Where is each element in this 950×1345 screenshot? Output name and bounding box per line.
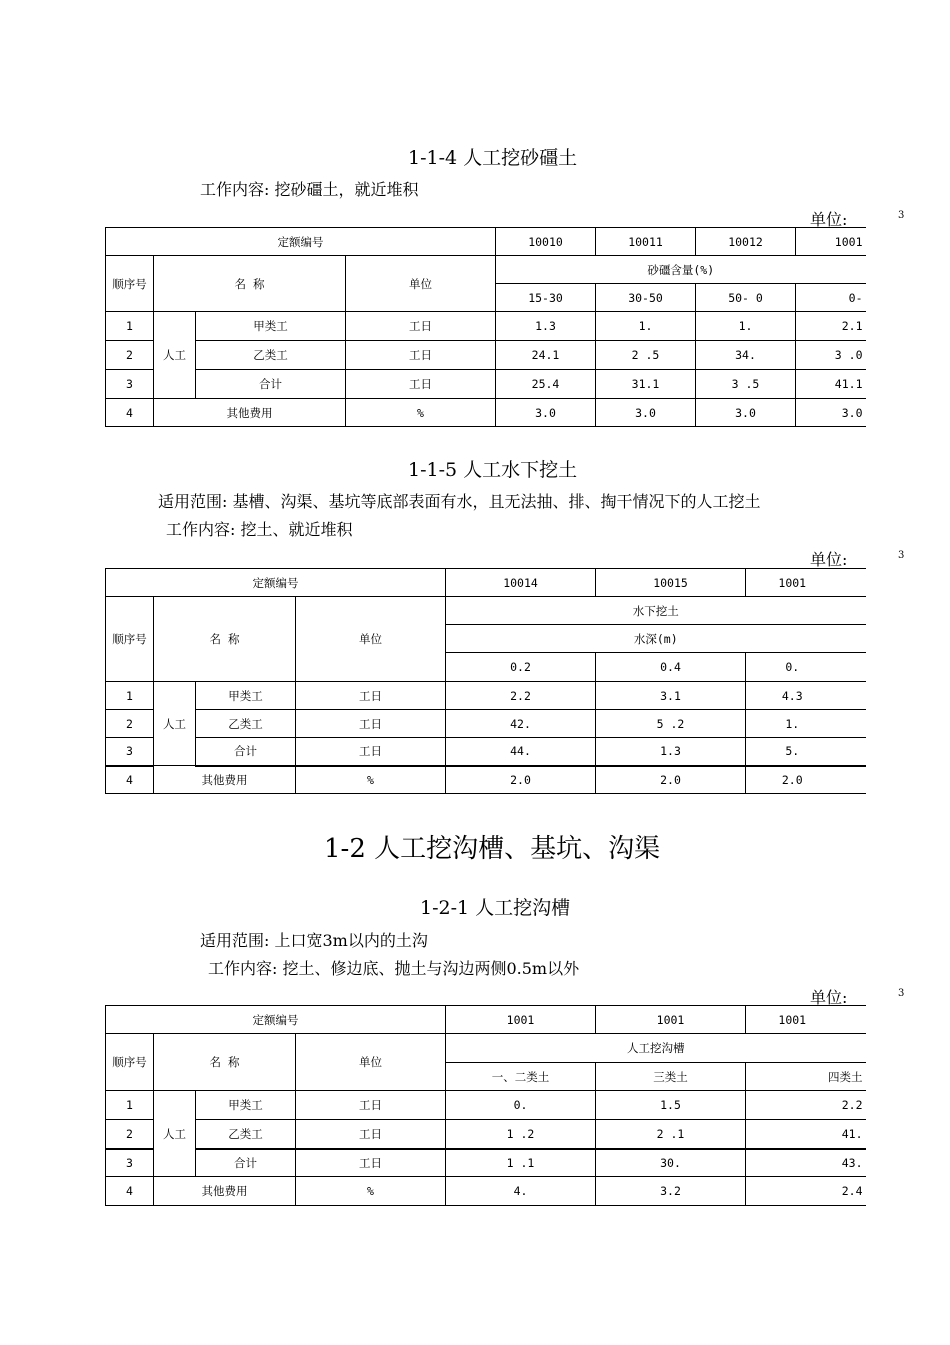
item-unit: 工日 — [296, 710, 446, 738]
chapter-title-1-2: 1-2 人工挖沟槽、基坑、沟渠 — [324, 834, 661, 864]
item-name: 其他费用 — [154, 1177, 296, 1206]
cell-value: 25.4 — [496, 370, 596, 399]
cell-value: 4.3 — [746, 682, 866, 710]
table-row — [106, 341, 866, 370]
quota-code: 1001 — [596, 1006, 746, 1034]
row-number: 2 — [106, 1120, 154, 1149]
cell-value: 41.1 — [796, 370, 866, 399]
table-row — [106, 370, 866, 399]
section-title-1-2-1: 1-2-1 人工挖沟槽 — [420, 897, 571, 919]
table-row — [106, 1091, 866, 1120]
row-number: 2 — [106, 710, 154, 738]
work-content-1-1-5: 工作内容: 挖土、就近堆积 — [166, 520, 353, 539]
unit-superscript: 3 — [898, 210, 905, 221]
cell-value: 30. — [596, 1149, 746, 1177]
item-name: 乙类工 — [196, 1120, 296, 1149]
item-unit: 工日 — [296, 682, 446, 710]
section-title-1-1-4: 1-1-4 人工挖砂礓土 — [408, 147, 578, 169]
cell-value: 44. — [446, 738, 596, 766]
quota-code: 10011 — [596, 228, 696, 256]
row-number: 3 — [106, 1149, 154, 1177]
item-unit: 工日 — [346, 312, 496, 341]
scope-1-2-1: 适用范围: 上口宽3m以内的土沟 — [200, 931, 428, 950]
labor-label: 人工 — [154, 1091, 196, 1177]
row-number: 1 — [106, 1091, 154, 1120]
table-row — [106, 1149, 866, 1177]
item-unit: % — [346, 399, 496, 427]
quota-code-header: 定额编号 — [106, 1006, 446, 1034]
cell-value: 24.1 — [496, 341, 596, 370]
subgroup-header: 水深(m) — [446, 625, 866, 653]
item-name: 合计 — [196, 370, 346, 399]
cell-value: 5. — [746, 738, 866, 766]
soil-header: 一、二类土 — [446, 1063, 596, 1091]
quota-code: 10010 — [496, 228, 596, 256]
cell-value: 31.1 — [596, 370, 696, 399]
unit-superscript: 3 — [898, 550, 905, 561]
group-header: 水下挖土 — [446, 597, 866, 625]
item-name: 其他费用 — [154, 399, 346, 427]
row-number: 3 — [106, 738, 154, 766]
seq-header: 顺序号 — [106, 256, 154, 312]
range-header: 15-30 — [496, 284, 596, 312]
table-row — [106, 1120, 866, 1149]
quota-code: 1001 — [746, 1006, 866, 1034]
table-row — [106, 399, 866, 427]
work-content-1-1-4: 工作内容: 挖砂礓土，就近堆积 — [200, 180, 419, 199]
name-header: 名 称 — [154, 1034, 296, 1091]
range-header: 50- 0 — [696, 284, 796, 312]
quota-code: 1001 — [746, 569, 866, 597]
quota-code: 1001 — [796, 228, 866, 256]
item-unit: % — [296, 766, 446, 794]
item-unit: 工日 — [296, 738, 446, 766]
row-number: 4 — [106, 399, 154, 427]
quota-code-header: 定额编号 — [106, 228, 496, 256]
item-unit: 工日 — [296, 1091, 446, 1120]
cell-value: 1. — [696, 312, 796, 341]
item-name: 甲类工 — [196, 312, 346, 341]
unit-header: 单位 — [296, 1034, 446, 1091]
item-name: 合计 — [196, 738, 296, 766]
depth-header: 0.4 — [596, 653, 746, 682]
cell-value: 2.2 — [746, 1091, 866, 1120]
depth-header: 0.2 — [446, 653, 596, 682]
item-name: 合计 — [196, 1149, 296, 1177]
cell-value: 3.0 — [696, 399, 796, 427]
quota-code-header: 定额编号 — [106, 569, 446, 597]
cell-value: 1.3 — [496, 312, 596, 341]
cell-value: 1.5 — [596, 1091, 746, 1120]
scope-1-1-5: 适用范围: 基槽、沟渠、基坑等底部表面有水，且无法抽、排、掏干情况下的人工挖土 — [158, 492, 761, 511]
table-row — [106, 312, 866, 341]
unit-superscript: 3 — [898, 988, 905, 999]
unit-label: 单位: — [810, 550, 848, 569]
item-unit: 工日 — [346, 370, 496, 399]
cell-value: 2 .1 — [596, 1120, 746, 1149]
cell-value: 34. — [696, 341, 796, 370]
cell-value: 3 .0 — [796, 341, 866, 370]
quota-table-1-2-1 — [105, 1005, 866, 1206]
work-content-1-2-1: 工作内容: 挖土、修边底、抛土与沟边两侧0.5m以外 — [208, 959, 580, 978]
name-header: 名 称 — [154, 597, 296, 682]
table-row — [106, 766, 866, 794]
cell-value: 2.0 — [446, 766, 596, 794]
row-number: 3 — [106, 370, 154, 399]
item-unit: 工日 — [296, 1120, 446, 1149]
depth-header: 0. — [746, 653, 866, 682]
cell-value: 42. — [446, 710, 596, 738]
cell-value: 2.2 — [446, 682, 596, 710]
item-name: 乙类工 — [196, 710, 296, 738]
unit-header: 单位 — [296, 597, 446, 682]
cell-value: 3 .5 — [696, 370, 796, 399]
cell-value: 2.0 — [746, 766, 866, 794]
table-row — [106, 1177, 866, 1206]
soil-header: 三类土 — [596, 1063, 746, 1091]
cell-value: 1 .1 — [446, 1149, 596, 1177]
cell-value: 2.4 — [746, 1177, 866, 1206]
cell-value: 3.0 — [796, 399, 866, 427]
cell-value: 1 .2 — [446, 1120, 596, 1149]
labor-label: 人工 — [154, 312, 196, 399]
item-name: 其他费用 — [154, 766, 296, 794]
cell-value: 41. — [746, 1120, 866, 1149]
row-number: 2 — [106, 341, 154, 370]
cell-value: 4. — [446, 1177, 596, 1206]
quota-code: 10014 — [446, 569, 596, 597]
labor-label: 人工 — [154, 682, 196, 766]
cell-value: 43. — [746, 1149, 866, 1177]
section-title-1-1-5: 1-1-5 人工水下挖土 — [408, 459, 578, 481]
cell-value: 2.0 — [596, 766, 746, 794]
unit-label: 单位: — [810, 988, 848, 1007]
quota-table-1-1-5 — [105, 568, 866, 794]
item-name: 乙类工 — [196, 341, 346, 370]
table-row — [106, 710, 866, 738]
group-header: 人工挖沟槽 — [446, 1034, 866, 1063]
row-number: 4 — [106, 1177, 154, 1206]
cell-value: 3.2 — [596, 1177, 746, 1206]
cell-value: 1.3 — [596, 738, 746, 766]
item-name: 甲类工 — [196, 1091, 296, 1120]
cell-value: 5 .2 — [596, 710, 746, 738]
item-unit: % — [296, 1177, 446, 1206]
item-unit: 工日 — [346, 341, 496, 370]
cell-value: 1. — [746, 710, 866, 738]
unit-label: 单位: — [810, 210, 848, 229]
group-header: 砂礓含量(%) — [496, 256, 866, 284]
cell-value: 2.1 — [796, 312, 866, 341]
cell-value: 0. — [446, 1091, 596, 1120]
cell-value: 3.0 — [496, 399, 596, 427]
seq-header: 顺序号 — [106, 597, 154, 682]
name-header: 名 称 — [154, 256, 346, 312]
quota-code: 10012 — [696, 228, 796, 256]
table-row — [106, 682, 866, 710]
row-number: 1 — [106, 312, 154, 341]
cell-value: 3.0 — [596, 399, 696, 427]
row-number: 1 — [106, 682, 154, 710]
item-name: 甲类工 — [196, 682, 296, 710]
seq-header: 顺序号 — [106, 1034, 154, 1091]
quota-code: 1001 — [446, 1006, 596, 1034]
unit-header: 单位 — [346, 256, 496, 312]
cell-value: 3.1 — [596, 682, 746, 710]
quota-code: 10015 — [596, 569, 746, 597]
range-header: 30-50 — [596, 284, 696, 312]
row-number: 4 — [106, 766, 154, 794]
cell-value: 1. — [596, 312, 696, 341]
item-unit: 工日 — [296, 1149, 446, 1177]
table-row — [106, 738, 866, 766]
range-header: 0- — [796, 284, 866, 312]
quota-table-1-1-4 — [105, 227, 866, 427]
soil-header: 四类土 — [746, 1063, 866, 1091]
cell-value: 2 .5 — [596, 341, 696, 370]
